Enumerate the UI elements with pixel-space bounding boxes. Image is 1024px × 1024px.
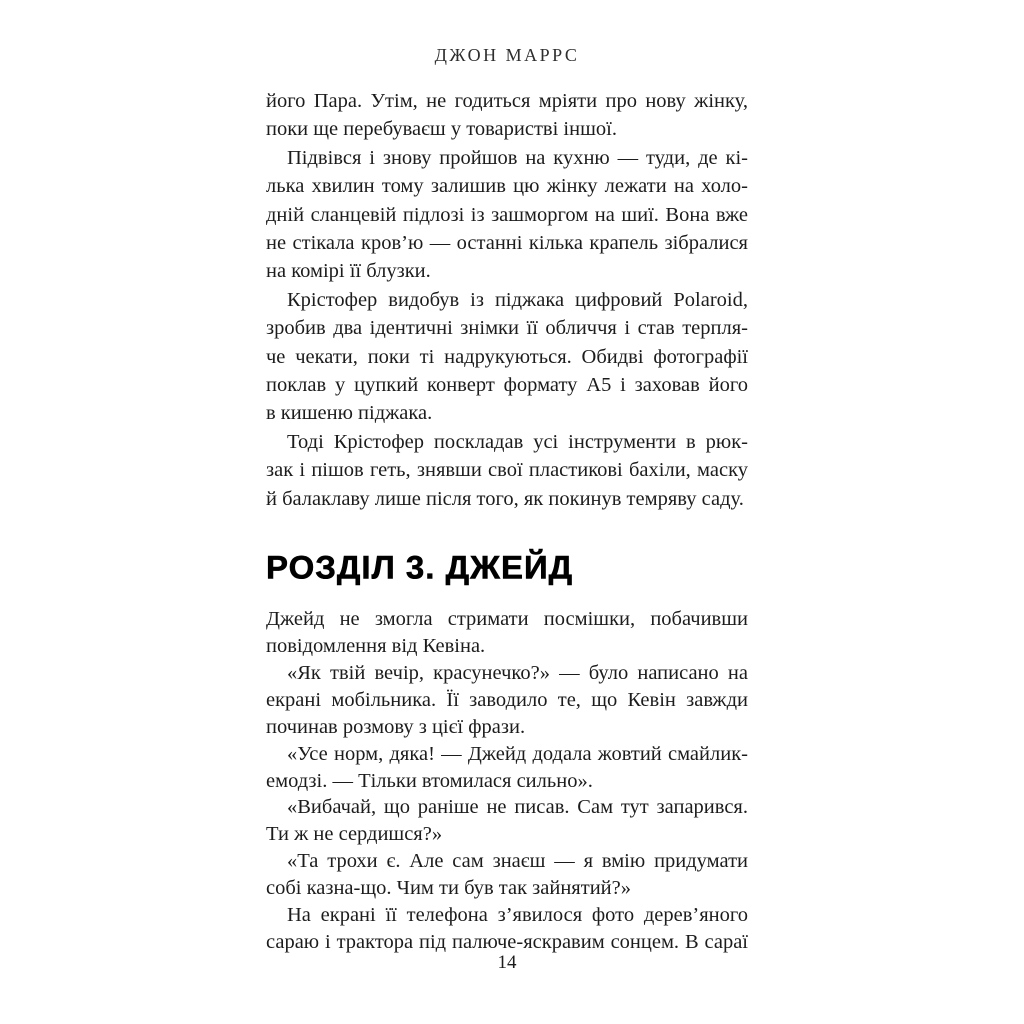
text-line: екрані мобільника. Її заводило те, що Кевін завжди xyxy=(266,688,748,711)
text-line: починав розмову з цієї фрази. xyxy=(266,715,526,738)
text-line: «Та трохи є. Але сам знаєш — я вмію придумати xyxy=(287,850,748,873)
paragraph xyxy=(266,428,748,513)
text-line: поклав у цупкий конверт формату А5 і заховав його xyxy=(266,374,748,397)
paragraph xyxy=(266,848,748,902)
text-line: «Вибачай, що раніше не писав. Сам тут запарився. xyxy=(287,796,748,819)
text-line: поки ще перебуваєш у товаристві іншої. xyxy=(266,118,617,141)
section-chapter-2-ending xyxy=(266,87,748,513)
text-line: собі казна-що. Чим ти був так зайнятий?» xyxy=(266,877,631,900)
paragraph xyxy=(266,144,748,286)
text-line: повідомлення від Кевіна. xyxy=(266,635,486,657)
text-line: сараю і трактора під палюче-яскравим сонцем. В сараї xyxy=(266,930,748,953)
text-line: че чекати, поки ті надрукуються. Обидві фотографії xyxy=(266,345,748,368)
paragraph xyxy=(266,606,748,660)
text-line: Джейд не змогла стримати посмішки, побачивши xyxy=(266,608,748,631)
text-line: зробив два ідентичні знімки її обличчя і став терпля- xyxy=(266,317,748,340)
text-line: його Пара. Утім, не годиться мріяти про нову жінку, xyxy=(266,90,748,112)
text-line: зак і пішов геть, знявши свої пластикові бахіли, маску xyxy=(266,459,748,482)
text-line: Тоді Крістофер поскладав усі інструменти в рюк- xyxy=(287,430,748,453)
text-line: емодзі. — Тільки втомилася сильно». xyxy=(266,769,593,792)
text-line: не стікала кров’ю — останні кілька крапель зібралися xyxy=(266,232,748,255)
text-line: Ти ж не сердишся?» xyxy=(266,823,443,846)
text-line: й балаклаву лише після того, як покинув темряву саду. xyxy=(266,487,744,510)
text-line: «Як твій вечір, красунечко?» — було написано на xyxy=(287,661,748,684)
paragraph xyxy=(266,794,748,848)
text-line: в кишеню піджака. xyxy=(266,402,433,425)
text-line: «Усе норм, дяка! — Джейд додала жовтий смайлик- xyxy=(287,742,748,765)
text-line: Крістофер видобув із піджака цифровий Polaroid, xyxy=(287,288,748,311)
running-head: ДЖОН МАРРС xyxy=(434,45,580,65)
text-line: лька хвилин тому залишив цю жінку лежати на холо- xyxy=(266,175,748,198)
page-number: 14 xyxy=(497,952,517,973)
text-line: Підвівся і знову пройшов на кухню — туди, де кі- xyxy=(287,146,748,169)
section-chapter-3-opening xyxy=(266,606,748,956)
paragraph xyxy=(266,87,748,144)
paragraph xyxy=(266,660,748,741)
paragraph xyxy=(266,902,748,956)
chapter-heading: РОЗДІЛ 3. ДЖЕЙД xyxy=(266,549,574,586)
text-line: дній сланцевій підлозі із зашморгом на шиї. Вона вже xyxy=(266,203,748,226)
paragraph xyxy=(266,741,748,795)
text-column xyxy=(266,87,748,956)
paragraph xyxy=(266,286,748,428)
text-line: на комірі її блузки. xyxy=(266,260,431,283)
text-line: На екрані її телефона з’явилося фото дерев’яного xyxy=(287,904,748,927)
